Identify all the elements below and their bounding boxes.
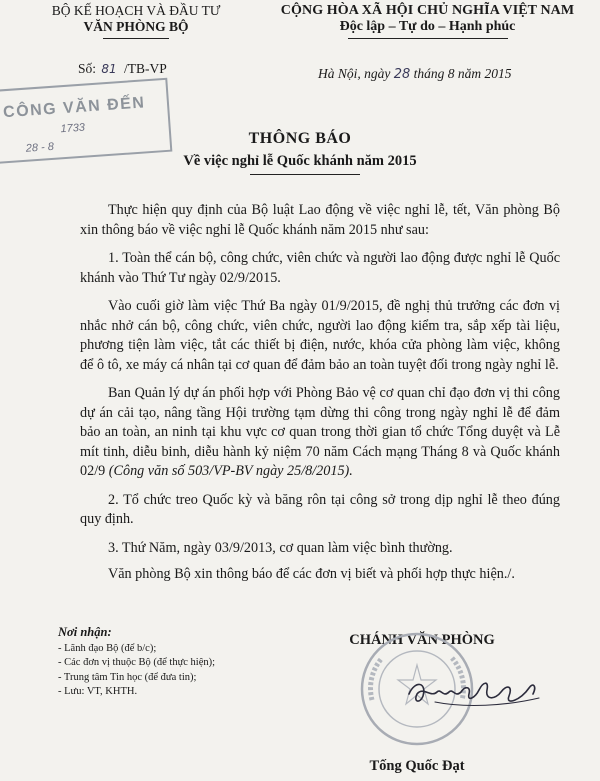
handwritten-number: 81 [101,62,117,76]
subtitle-underline [250,174,360,175]
document-date [318,66,512,82]
received-stamp-date: 28 - 8 [25,140,55,155]
recipient-item: - Lưu: VT, KHTH. [58,686,138,697]
national-motto: Độc lập – Tự do – Hạnh phúc [339,19,516,34]
recipient-item: - Các đơn vị thuộc Bộ (để thực hiện); [58,657,216,668]
date-day: 28 [393,67,411,82]
paragraph-construction [80,384,560,482]
date-rest: tháng 8 năm 2015 [413,66,512,81]
received-stamp-number: 1733 [60,121,86,136]
recipients-heading: Nơi nhận: [58,625,112,639]
office-underline [103,38,169,39]
paragraph-intro: Thực hiện quy định của Bộ luật Lao động về việc nghỉ lễ, tết, Văn phòng Bộ xin thông báo về việc nghỉ lễ Quốc khánh năm 2015 như sau: [80,202,560,238]
paragraph-item-1: 1. Toàn thể cán bộ, công chức, viên chức và người lao động được nghỉ lễ Quốc khánh vào Thứ Tư ngày 02/9/2015. [80,250,560,286]
number-label: Số: [78,61,97,76]
paragraph-item-2: 2. Tổ chức treo Quốc kỳ và băng rôn tại công sở trong dịp nghỉ lễ theo đúng quy định. [80,491,560,527]
received-stamp [0,78,172,165]
recipients-block [58,625,268,700]
received-stamp-label: CÔNG VĂN ĐẾN [2,94,146,122]
paragraph-construction-text: Ban Quản lý dự án phối hợp với Phòng Bảo vệ cơ quan chỉ đạo đơn vị thi công dự án cải tạo, nâng tầng Hội trường tạm dừng thi công trong ngày nghỉ lễ để đảm bảo an toàn, an ninh tại khu vực cơ quan trong thời gian tổ chức Tổng duyệt và Lễ mít tinh, diễu binh, diễu hành kỷ niệm 70 năm Cách mạng Tháng 8 và Quốc khánh 02/9 [80,385,560,479]
paragraph-construction-ref: (Công văn số 503/VP-BV ngày 25/8/2015). [108,463,353,479]
national-title: CỘNG HÒA XÃ HỘI CHỦ NGHĨA VIỆT NAM [280,3,575,18]
date-prefix: Hà Nội, ngày [318,66,391,81]
paragraph-closing: Văn phòng Bộ xin thông báo để các đơn vị biết và phối hợp thực hiện./. [108,566,515,582]
ministry-name: BỘ KẾ HOẠCH VÀ ĐẦU TƯ [51,3,221,18]
motto-underline [348,38,508,39]
signer-name: Tống Quốc Đạt [369,758,465,774]
signer-title: CHÁNH VĂN PHÒNG [349,632,495,648]
recipient-item: - Lãnh đạo Bộ (để b/c); [58,642,157,654]
paragraph-item-3: 3. Thứ Năm, ngày 03/9/2013, cơ quan làm việc bình thường. [108,539,453,556]
office-name: VĂN PHÒNG BỘ [83,19,189,34]
notice-title: THÔNG BÁO [248,130,352,147]
handwritten-signature-icon [405,672,545,714]
recipient-item: - Trung tâm Tin học (để đưa tin); [58,671,197,683]
paragraph-instructions: Vào cuối giờ làm việc Thứ Ba ngày 01/9/2015, đề nghị thủ trưởng các đơn vị nhắc nhở cán bộ, công chức, viên chức, người lao động kiểm tra, sắp xếp tài liệu, phương tiện làm việc, tắt các thiết bị điện, nước, khóa cửa phòng làm việc, không để ô tô, xe máy cá nhân tại cơ quan để đảm bảo an toàn tuyệt đối trong ngày nghỉ lễ. [80,298,560,373]
notice-body [80,201,560,594]
number-suffix: /TB-VP [124,61,167,76]
document-number [78,61,167,77]
notice-subtitle: Về việc nghỉ lễ Quốc khánh năm 2015 [183,153,417,169]
